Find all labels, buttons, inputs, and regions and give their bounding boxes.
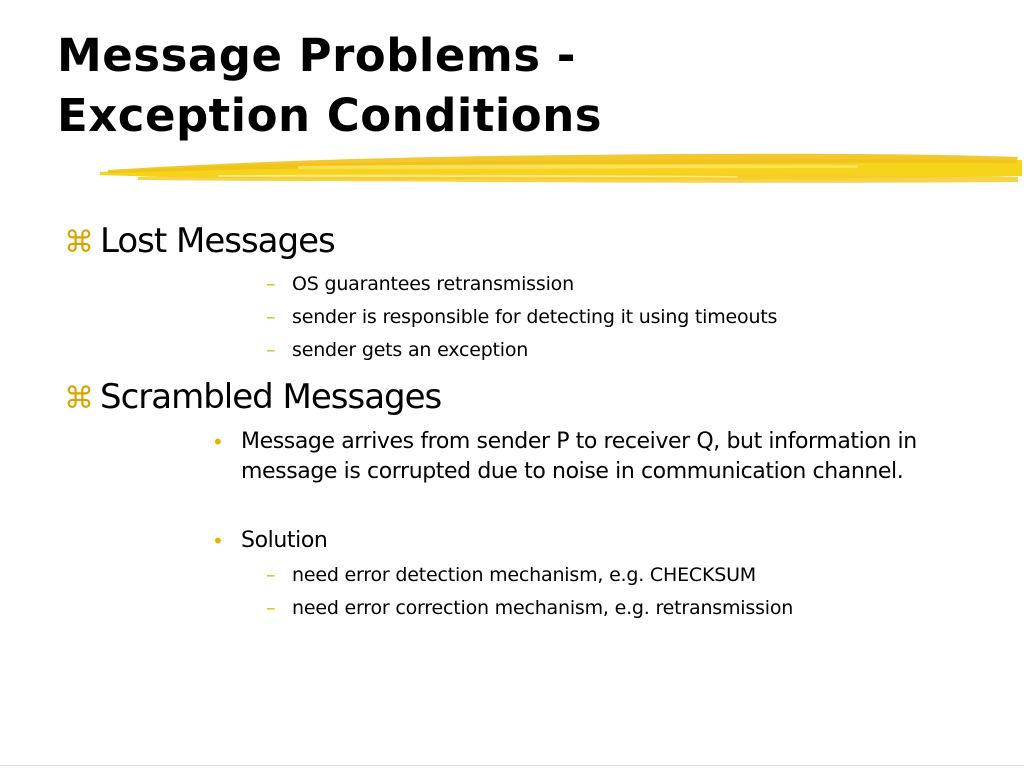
dash-bullet-icon: –: [266, 339, 276, 361]
dot-bullet-icon: •: [212, 529, 224, 553]
list-item-text: sender gets an exception: [292, 339, 529, 361]
list-item: [266, 272, 574, 296]
section-heading-scrambled-messages: [64, 377, 441, 419]
bullet-item: [212, 427, 972, 487]
list-item-text: need error detection mechanism, e.g. CHECKSUM: [292, 564, 756, 586]
list-item-text: OS guarantees retransmission: [292, 273, 574, 295]
section-heading-label: Scrambled Messages: [100, 377, 442, 417]
bullet-item: [212, 526, 972, 556]
dot-bullet-icon: •: [212, 430, 224, 454]
slide-title-line-1: Message Problems -: [57, 29, 576, 82]
list-item-text: sender is responsible for detecting it using timeouts: [292, 306, 778, 328]
bullet-item-text: Message arrives from sender P to receiver Q, but information in message is corrupted due to noise in communication channel.: [241, 429, 917, 484]
footer-divider: [0, 765, 1024, 766]
list-item: [266, 596, 793, 620]
bullet-item-text: Solution: [241, 528, 328, 553]
dash-bullet-icon: –: [266, 564, 276, 586]
section-heading-label: Lost Messages: [100, 221, 335, 261]
list-item: [266, 563, 756, 587]
command-key-bullet-icon: ⌘: [64, 381, 94, 416]
list-item: [266, 338, 528, 362]
slide-title: [57, 26, 602, 146]
section-heading-lost-messages: [64, 221, 335, 263]
dash-bullet-icon: –: [266, 306, 276, 328]
dash-bullet-icon: –: [266, 597, 276, 619]
slide-title-line-2: Exception Conditions: [57, 89, 603, 142]
list-item-text: need error correction mechanism, e.g. retransmission: [292, 597, 794, 619]
command-key-bullet-icon: ⌘: [64, 225, 94, 260]
yellow-brush-stroke-divider: [98, 146, 1024, 188]
dash-bullet-icon: –: [266, 273, 276, 295]
list-item: [266, 305, 777, 329]
